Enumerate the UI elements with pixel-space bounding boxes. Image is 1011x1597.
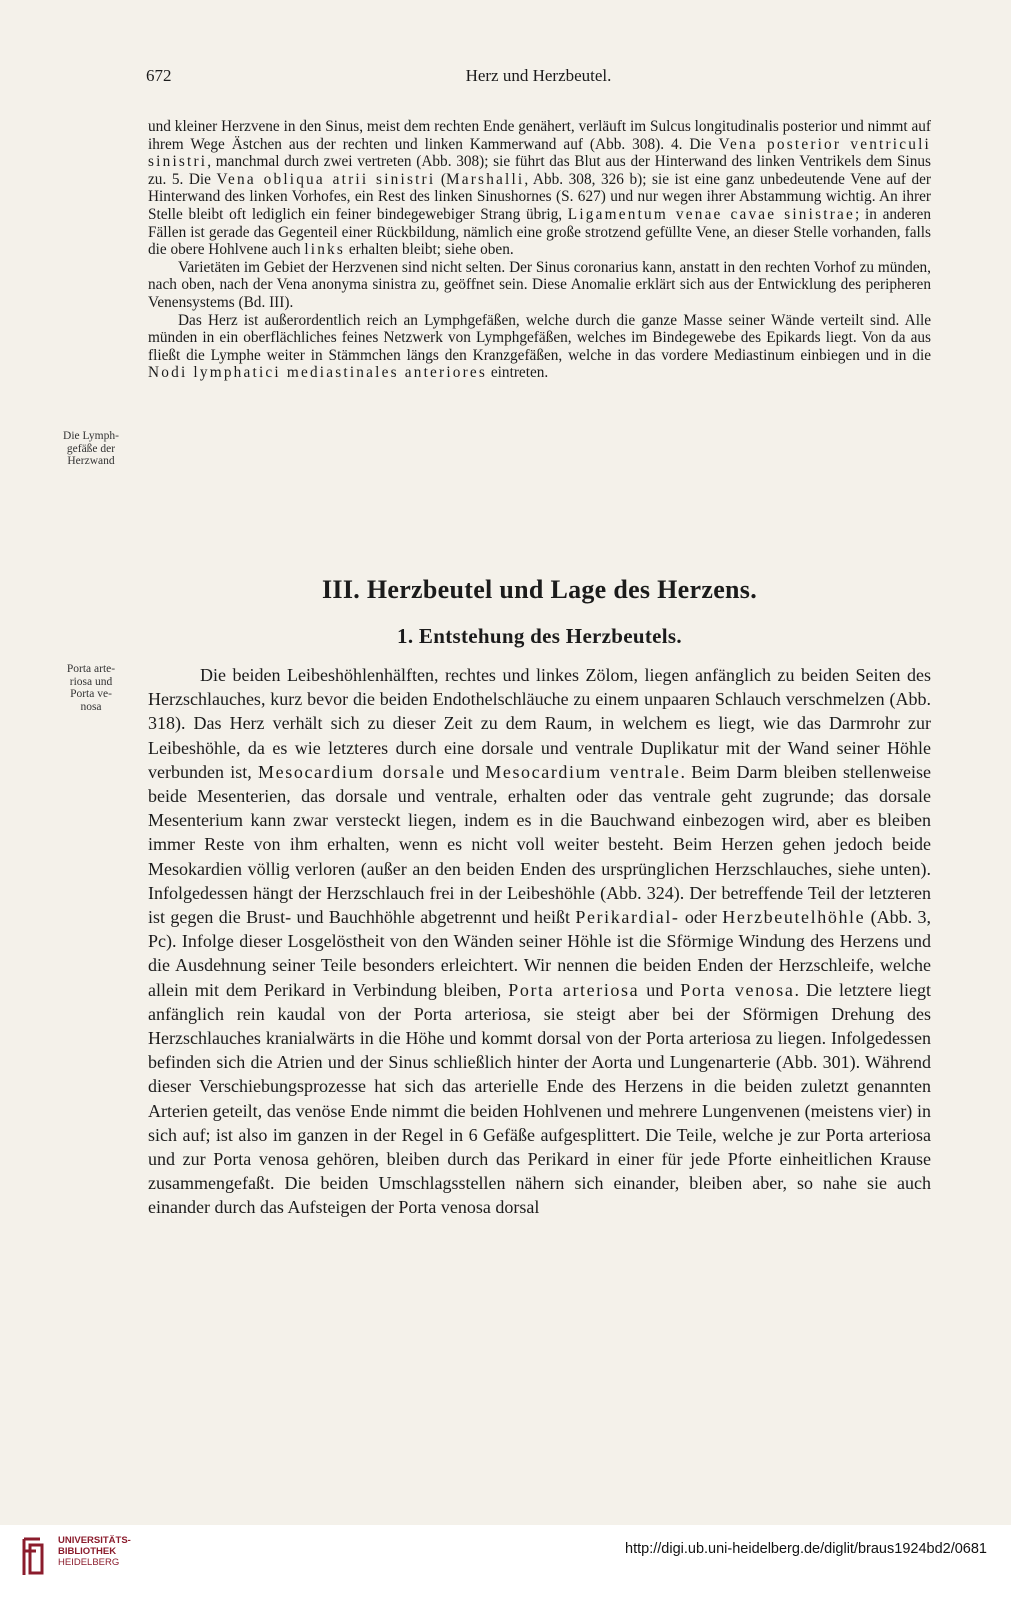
- paragraph-lymphgefaesse: Das Herz ist außerordentlich reich an Lymphgefäßen, welche durch die ganze Masse seiner Wände verteilt sind. Alle münden in ein oberflächliches feines Netzwerk von Lymphgefäßen, welches im Bindegewebe des Epikards liegt. Von da aus fließt die Lymphe weiter in Stämmchen längs den Kranzgefäßen, welche in das vordere Mediastinum einbiegen und in die Nodi lymphatici mediastinales anteriores eintreten.: [148, 311, 931, 382]
- subsection-title: 1. Entstehung des Herzbeutels.: [397, 624, 682, 648]
- emphasis-term: Mesocardium ventrale: [485, 761, 681, 782]
- main-text-block: [148, 663, 931, 1220]
- paragraph-varietaeten: Varietäten im Gebiet der Herzvenen sind nicht selten. Der Sinus coronarius kann, anstatt in den rechten Vorhof zu münden, nach oben, nach der Vena anonyma sinistra zu, geöffnet sein. Diese Anomalie erklärt sich aus der Entwicklung des peripheren Venensystems (Bd. III).: [148, 258, 931, 311]
- emphasis-term: Herzbeutelhöhle: [722, 907, 866, 928]
- emphasis-term: Ligamentum venae cavae sinistrae: [567, 205, 855, 223]
- upper-text-block: [148, 118, 931, 382]
- emphasis-term: Mesocardium dorsale: [258, 761, 446, 782]
- library-logo-text: UNIVERSITÄTS- BIBLIOTHEK HEIDELBERG: [58, 1535, 131, 1568]
- university-library-logo-icon: [20, 1537, 46, 1577]
- margin-note-porta: Porta arte- riosa und Porta ve- nosa: [66, 663, 116, 713]
- emphasis-term: Porta arteriosa: [508, 979, 640, 1000]
- page-number: 672: [146, 66, 172, 85]
- emphasis-term: Marshalli: [445, 170, 525, 188]
- paragraph-herzvenen: und kleiner Herzvene in den Sinus, meist dem rechten Ende genähert, verläuft im Sulcus longitudinalis posterior und nimmt auf ihrem Wege Ästchen aus der rechten und linken Kammerwand auf (Abb. 308). 4. Die Vena posterior ventriculi sinistri, manchmal durch zwei vertreten (Abb. 308); sie führt das Blut aus der Hinterwand des linken Ventrikels dem Sinus zu. 5. Die Vena obliqua atrii sinistri (Marshalli, Abb. 308, 326 b); sie ist eine ganz unbedeutende Vene auf der Hinterwand des linken Vorhofes, ein Rest des linken Sinushornes (S. 627) und nur wegen ihrer Abstammung wichtig. An ihrer Stelle bleibt oft lediglich ein feiner bindegewebiger Strang übrig, Ligamentum venae cavae sinistrae; in anderen Fällen ist gerade das Gegenteil einer Rückbildung, nämlich eine große strotzend gefüllte Vene, an dieser Stelle vorhanden, falls die obere Hohlvene auch links erhalten bleibt; siehe oben.: [148, 118, 932, 259]
- margin-note-lymph: Die Lymph- gefäße der Herzwand: [63, 430, 119, 467]
- source-url-link[interactable]: http://digi.ub.uni-heidelberg.de/diglit/braus1924bd2/0681: [625, 1541, 987, 1557]
- emphasis-term: Vena posterior ventriculi sinistri: [148, 135, 931, 171]
- paragraph-entstehung: Die beiden Leibeshöhlenhälften, rechtes und linkes Zölom, liegen anfänglich zu beiden Seiten des Herzschlauches, kurz bevor die beiden Endothelschläuche zu einem unpaaren Schlauch verschmelzen (Abb. 318). Das Herz verhält sich zu dieser Zeit zu dem Raum, in welchem es liegt, wie das Darmrohr zur Leibeshöhle, da es wie letzteres durch eine dorsale und ventrale Duplikatur mit der Wand seiner Höhle verbunden ist, Mesocardium dorsale und Mesocardium ventrale. Beim Darm bleiben stellenweise beide Mesenterien, das dorsale und ventrale, erhalten oder das ventrale geht zugrunde; das dorsale Mesenterium kann zwar versteckt liegen, indem es in die Bauchwand einbezogen wird, aber es bleiben immer Reste von ihm erhalten, wenn es nicht voll weiter besteht. Beim Herzen gehen jedoch beide Mesokardien völlig verloren (außer an den beiden Enden des ursprünglichen Herzschlauches, siehe unten). Infolgedessen hängt der Herzschlauch frei in der Leibeshöhle (Abb. 324). Der betreffende Teil der letzteren ist gegen die Brust- und Bauchhöhle abgetrennt und heißt Perikardial- oder Herzbeutelhöhle (Abb. 3, Pc). Infolge dieser Losgelöstheit von den Wänden seiner Höhle ist die Sförmige Windung des Herzens und die Ausdehnung seiner Teile besonders erleichtert. Wir nennen die beiden Enden der Herzschleife, welche allein mit dem Perikard in Verbindung bleiben, Porta arteriosa und Porta venosa. Die letztere liegt anfänglich rein kaudal von der Porta arteriosa, sie steigt aber bei der Sförmigen Drehung des Herzschlauches kranialwärts in die Höhe und kommt dorsal von der Porta arteriosa zu liegen. Infolgedessen befinden sich die Atrien und der Sinus schließlich hinter der Aorta und Lungenarterie (Abb. 301). Während dieser Verschiebungsprozesse hat sich das arterielle Ende des Herzens in die beiden zuletzt genannten Arterien geteilt, das venöse Ende nimmt die beiden Hohlvenen und mehrere Lungenvenen (meistens vier) in sich auf; ist also im ganzen in der Regel in 6 Gefäße aufgesplittert. Die Teile, welche je zur Porta arteriosa und zur Porta venosa gehören, bleiben durch das Perikard in einer für jede Pforte einheitlichen Krause zusammengefaßt. Die beiden Umschlagsstellen nähern sich einander, bleiben aber, so nahe sie auch einander durch das Aufsteigen der Porta venosa dorsal: [148, 665, 932, 1218]
- emphasis-term: Porta venosa: [680, 979, 795, 1000]
- emphasis-term: Perikardial-: [575, 907, 680, 928]
- page-header: [146, 66, 931, 90]
- emphasis-term: Vena obliqua atrii sinistri: [216, 170, 436, 188]
- running-title: Herz und Herzbeutel.: [465, 66, 612, 85]
- library-footer: [0, 1525, 1011, 1597]
- section-title: III. Herzbeutel und Lage des Herzens.: [321, 575, 758, 604]
- emphasis-term: links: [304, 241, 346, 259]
- emphasis-term: Nodi lymphatici mediastinales anteriores: [148, 364, 488, 382]
